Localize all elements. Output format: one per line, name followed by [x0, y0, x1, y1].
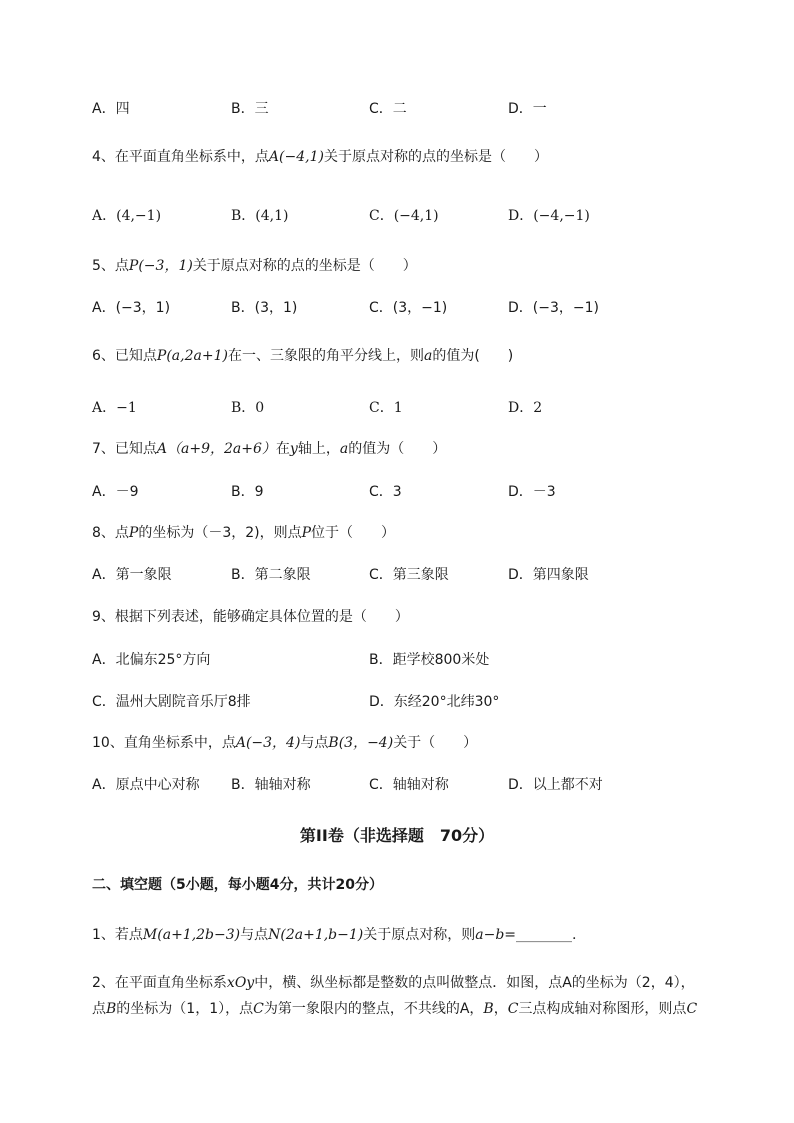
q6-point: P(a,2a+1): [156, 348, 228, 364]
q10-suffix: 关于（ ）: [393, 735, 478, 751]
q8-var1: P: [128, 525, 139, 541]
option-d: D．以上都不对: [508, 777, 603, 793]
fill2-text-a: 2、在平面直角坐标系: [92, 975, 227, 991]
option-c: C．轴轴对称: [369, 777, 449, 793]
fill1-point-n: N(2a+1,b−1): [268, 927, 364, 943]
part-header: 二、填空题（5小题，每小题4分，共计20分）: [92, 877, 383, 893]
fill2-point-c: C: [253, 1001, 264, 1017]
q10-prefix: 10、直角坐标系中，点: [92, 735, 236, 751]
option-a: A．四: [92, 101, 130, 117]
option-b: B．三: [231, 101, 269, 117]
option-d: D．(−3，−1): [508, 300, 599, 316]
option-a: A．原点中心对称: [92, 777, 200, 793]
q7-axis: y: [289, 441, 298, 457]
option-b: B．(3，1): [231, 300, 298, 316]
q10-mid: 与点: [300, 735, 329, 751]
option-b: B．距学校800米处: [369, 652, 490, 668]
option-c: C．3: [369, 484, 402, 500]
q4-options: [0, 205, 794, 227]
fill1-mid: 与点: [240, 927, 269, 943]
q10-point-a: A(−3，4): [235, 735, 301, 751]
option-b: B．第二象限: [231, 567, 311, 583]
option-b: B．(4,1): [231, 208, 289, 224]
option-c: C．(−4,1): [369, 208, 439, 224]
q8-prefix: 8、点: [92, 525, 129, 541]
q5-suffix: 关于原点对称的点的坐标是（ ）: [192, 258, 417, 274]
q7-mid2: 轴上，: [297, 441, 340, 457]
option-b: B．轴轴对称: [231, 777, 311, 793]
option-a: A．(−3，1): [92, 300, 171, 316]
option-c: C．1: [369, 400, 403, 416]
fill1-mid2: 关于原点对称，则: [363, 927, 476, 943]
fill2-text-e: 为第一象限内的整点，不共线的A，: [263, 1001, 484, 1017]
option-d: D．(−4,−1): [508, 208, 590, 224]
fill1-expr: a−b: [475, 927, 505, 943]
option-d: D．2: [508, 400, 543, 416]
option-c: C．第三象限: [369, 567, 449, 583]
question-4-stem: [92, 146, 548, 168]
question-9-stem: 9、根据下列表述，能够确定具体位置的是（ ）: [92, 609, 409, 625]
q5-point: P(−3，1): [128, 258, 193, 274]
question-5-stem: [92, 255, 417, 277]
q6-suffix: 的值为( ): [432, 348, 514, 364]
fill2-text-f: ，: [493, 1001, 508, 1017]
q7-suffix: 的值为（ ）: [348, 441, 447, 457]
q6-prefix: 6、已知点: [92, 348, 157, 364]
q6-options: [0, 397, 794, 419]
option-a: A．第一象限: [92, 567, 172, 583]
q4-suffix: 关于原点对称的点的坐标是（ ）: [323, 149, 548, 165]
fill2-line-2: [92, 996, 742, 1022]
option-b: B．9: [231, 484, 264, 500]
option-a: A．－9: [92, 484, 139, 500]
option-d: D．－3: [508, 484, 556, 500]
fill2-text-c: 点: [92, 1001, 106, 1017]
q10-options: [0, 774, 794, 796]
option-b: B．0: [231, 400, 265, 416]
q9-options-row2: [0, 691, 794, 713]
q8-suffix: 位于（ ）: [311, 525, 396, 541]
question-10-stem: [92, 732, 477, 754]
q5-options: [0, 297, 794, 319]
fill1-blank: =________.: [504, 927, 577, 943]
option-c: C．温州大剧院音乐厅8排: [92, 694, 251, 710]
q6-mid: 在一、三象限的角平分线上，则: [227, 348, 424, 364]
option-d: D．第四象限: [508, 567, 589, 583]
section-title: 第II卷（非选择题 70分）: [299, 826, 495, 845]
question-8-stem: [92, 522, 395, 544]
fill2-point-b: B: [106, 1001, 117, 1017]
q7-var: a: [339, 441, 349, 457]
fill-question-1: [92, 924, 576, 946]
fill2-system: xOy: [226, 975, 255, 991]
option-a: A．北偏东25°方向: [92, 652, 211, 668]
q4-prefix: 4、在平面直角坐标系中，点: [92, 149, 269, 165]
q4-point: A(−4,1): [268, 149, 324, 165]
option-d: D．一: [508, 101, 547, 117]
question-7-stem: [92, 438, 446, 460]
option-a: A．−1: [92, 400, 137, 416]
question-6-stem: [92, 345, 513, 367]
fill2-text-d: 的坐标为（1，1），点: [116, 1001, 254, 1017]
option-d: D．东经20°北纬30°: [369, 694, 500, 710]
q8-mid: 的坐标为（－3，2)，则点: [138, 525, 302, 541]
q8-options: [0, 564, 794, 586]
q7-mid: 在: [275, 441, 290, 457]
q7-prefix: 7、已知点: [92, 441, 157, 457]
fill2-text-g: 三点构成轴对称图形，则点: [518, 1001, 687, 1017]
q9-options-row1: [0, 649, 794, 671]
fill1-point-m: M(a+1,2b−3): [142, 927, 241, 943]
q3-options: [0, 98, 794, 120]
fill1-prefix: 1、若点: [92, 927, 143, 943]
fill2-point-c2: C: [507, 1001, 519, 1017]
fill2-point-b2: B: [483, 1001, 494, 1017]
q7-point: A（a+9，2a+6）: [156, 441, 276, 457]
fill2-point-c3: C: [686, 1001, 698, 1017]
q7-options: [0, 481, 794, 503]
fill2-text-b: 中，横、纵坐标都是整数的点叫做整点．如图，点A的坐标为（2，4），: [254, 975, 695, 991]
q10-point-b: B(3，−4): [328, 735, 394, 751]
q6-var: a: [423, 348, 433, 364]
q5-prefix: 5、点: [92, 258, 129, 274]
fill2-line-1: [92, 970, 742, 996]
option-c: C．(3，−1): [369, 300, 448, 316]
option-a: A．(4,−1): [92, 208, 162, 224]
fill-question-2: [92, 970, 742, 1022]
q8-var2: P: [301, 525, 312, 541]
option-c: C．二: [369, 101, 407, 117]
